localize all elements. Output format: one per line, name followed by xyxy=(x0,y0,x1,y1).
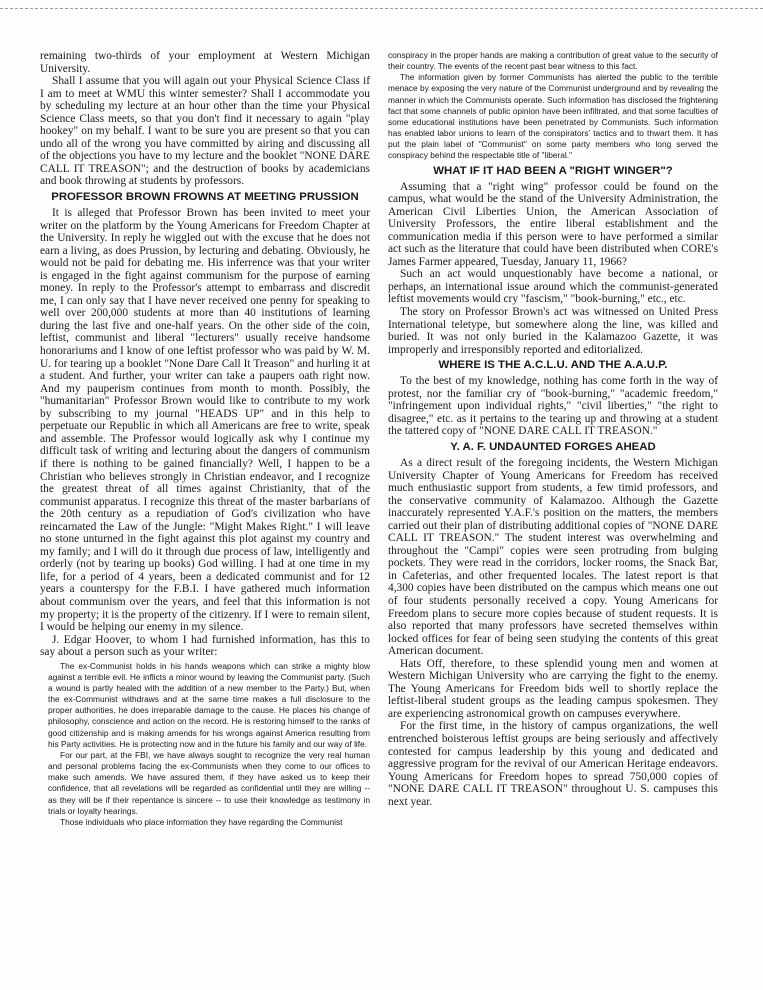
paragraph: remaining two-thirds of your employment at Western Michigan University. xyxy=(40,50,370,75)
section-heading: Y. A. F. UNDAUNTED FORGES AHEAD xyxy=(450,440,656,453)
paragraph: As a direct result of the foregoing incidents, the Western Michigan University Chapter of Young Americans for Freedom has received much enthusiastic support from students, a few timid professors, and the conservative community of Kalamazoo. Although the Gazette inaccurately represented Y.A.F.'s position on the matters, the members carried out their plan of distributing additional copies of "NONE DARE CALL IT TREASON." The student interest was overwhelming and throughout the "Campi" copies were seen protruding from bulging pockets. They were read in the corridors, locker rooms, the Snack Bar, in Cafeterias, and other frequented locales. The latest report is that 4,300 copies have been distributed on the campus which means one out of four students personally received a copy. Young Americans for Freedom plans to secure more copies because of student requests. It is also reported that many professors have secreted themselves within locked offices for fear of being seen studying the contents of this great American document. xyxy=(388,456,718,658)
paragraph: Hats Off, therefore, to these splendid young men and women at Western Michigan University who are carrying the fight to the enemy. The Young Americans for Freedom bids well to shortly replace the leftist-liberal student groups as the leading campus spokesmen. They are experiencing astronomical growth on campuses everywhere. xyxy=(388,657,718,720)
paragraph: Such an act would unquestionably have become a national, or perhaps, an international issue around which the communist-generated leftist movements would cry "fascism," "book-burning," etc., etc. xyxy=(388,268,718,306)
paragraph: To the best of my knowledge, nothing has come forth in the way of protest, nor the familiar cry of "book-burning," "academic freedom," "infringement upon individual rights," "civil liberties," "the right to disagree," etc. as it pertains to the tearing up and throwing at a student the tattered copy of "NONE DARE CALL IT TREASON." xyxy=(388,375,718,438)
right-column xyxy=(388,50,718,808)
paragraph: J. Edgar Hoover, to whom I had furnished information, has this to say about a person such as your writer: xyxy=(40,633,370,659)
paragraph: For the first time, in the history of campus organizations, the well entrenched boisterous leftist groups are being seriously and affectively contested for campus leadership by this young and dedicated and aggressive program for the revival of our American Heritage endeavors. Young Americans for Freedom hopes to spread 750,000 copies of "NONE DARE CALL IT TREASON" throughout U. S. campuses this next year. xyxy=(388,720,718,808)
quote-paragraph: The ex-Communist holds in his hands weapons which can strike a mighty blow against a terrible evil. He inflicts a minor wound by leaving the Communist party. (Such a wound is partly healed with the addition of a new member to the Party.) But, when the ex-Communist withdraws and at the same time makes a full disclosure to the proper authorities, he does irreparable damage to the cause. He places his change of philosophy, conscience and action on the record. He is restoring himself to the ranks of good citizenship and is making amends for his wrongs against America resulting from his Party activities. He is protecting now and in the future his family and our way of life. xyxy=(48,660,370,749)
section-heading: WHAT IF IT HAD BEEN A "RIGHT WINGER"? xyxy=(433,164,673,177)
paragraph: Assuming that a "right wing" professor could be found on the campus, what would be the stand of the University Administration, the American Civil Liberties Union, the American Association of University Professors, the entire liberal establishment and the communication media if this person were to have performed a similar act such as the literature that could have been distributed when CORE's James Farmer appeared, Tuesday, January 11, 1966? xyxy=(388,180,718,268)
quote-paragraph: Those individuals who place information they have regarding the Communist xyxy=(60,816,343,827)
section-heading: WHERE IS THE A.C.L.U. AND THE A.A.U.P. xyxy=(438,359,668,372)
paragraph: Shall I assume that you will again out your Physical Science Class if I am to meet at WMU this winter semester? Shall I accommodate you by scheduling my lecture at an hour other than the time your Physical Science Class meets, so that you don't find it necessary to again "play hookey" on my behalf. I want to be sure you are present so that you can undo all of the wrong you have committed by airing and discussing all of the objections you have to my lecture and the booklet "NONE DARE CALL IT TREASON"; and the destruction of books by academicians and book throwing at students by professors. xyxy=(40,75,370,188)
section-heading: PROFESSOR BROWN FROWNS AT MEETING PRUSSION xyxy=(51,191,359,204)
paragraph: The story on Professor Brown's act was witnessed on United Press International teletype, but somewhere along the line, was killed and buried. It was not only buried in the Kalamazoo Gazette, it was improperly and irresponsibly reported and editorialized. xyxy=(388,306,718,356)
hoover-quote-continued xyxy=(388,50,718,162)
quote-paragraph: conspiracy in the proper hands are making a contribution of great value to the security of their country. The events of the recent past bear witness to this fact. xyxy=(388,50,718,72)
hoover-quote xyxy=(48,661,370,828)
quote-paragraph: For our part, at the FBI, we have always sought to recognize the very real human and personal problems facing the ex-Communists when they come to our offices to make such amends. We have assured them, if they have asked us to keep their confidence, that all revelations will be regarded as confidential until they are willing -- as they will be if their repentance is sincere -- to use their knowledge as testimony in trials or loyalty hearings. xyxy=(48,749,370,816)
top-dashed-rule xyxy=(0,8,763,9)
paragraph: It is alleged that Professor Brown has been invited to meet your writer on the platform by the Young Americans for Freedom Chapter at the University. In reply he wiggled out with the excuse that he does not earn a living, as does Prussion, by lecturing and debating. Obviously, he would not be paid for debating me. His inferrence was that your writer is engaged in the fight against communism for the purpose of earning money. In reply to the Professor's attempt to embarrass and discredit me, I can only say that I have never received one penny for speaking to well over 200,000 students at more than 40 institutions of learning during the last five and one-half years. On the other side of the coin, leftist, communist and liberal "lecturers" usually receive handsome honorariums and I know of one leftist professor who was paid by W. M. U. for tearing up a booklet "None Dare Call It Treason" and hurling it at a student. And further, your writer can take a paupers oath right now. And my pauperism continues from month to month. Possibly, the "humanitarian" Professor Brown would like to contribute to my work by subscribing to my journal "HEADS UP" and in this help to perpetuate our Republic in which all Americans are free to write, speak and assemble. The Professor would logically ask why I continue my difficult task of writing and lecturing about the dangers of communism if there is nothing to be gained financially? Well, I happen to be a Christian who believes strongly in Christian endeavor, and I recognize the greatest threat of all times against Christianity, that of the communist apparatus. I recognize this threat of the master barbarians of the 20th century as a repudiation of God's civilization who have reincarnated the Law of the Jungle: "Might Makes Right." I will leave no stone unturned in the fight against this plot against my country and my family; and I will do it through due process of law, intelligently and orderly (not by tearing up books) God willing. I had at one time in my life, for a period of 4 years, been a dedicated communist and for 12 years a counterspy for the F.B.I. I have gathered much information about communism over the years, and feel that this information is not my property; it is the property of the citizenry. If I were to remain silent, I would be helping our enemy in my silence. xyxy=(40,207,370,634)
quote-paragraph: The information given by former Communists has alerted the public to the terrible menace by exposing the very nature of the Communist underground and by revealing the manner in which the Communists operate. Such information has disclosed the frightening fact that some channels of public opinion have been infiltrated, and that some faculties of some educational institutions have been penetrated by Communists. Such information has enabled labor unions to learn of the conspirators' tactics and to thwart them. It has put the plain label of "Communist" on some party members who long served the conspiracy behind the respectable title of "liberal." xyxy=(388,72,718,161)
left-column xyxy=(40,50,370,828)
